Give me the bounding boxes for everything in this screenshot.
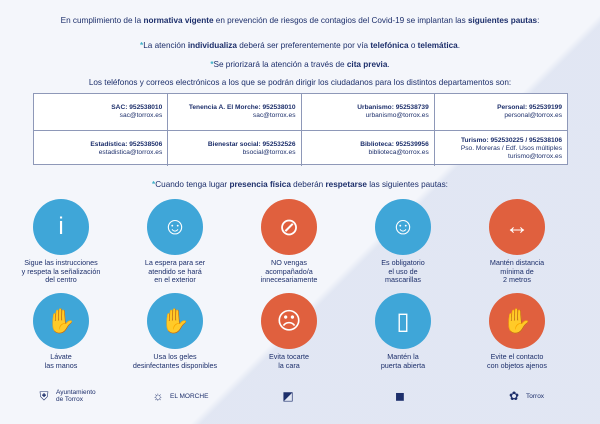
footer-logo-label: Ayuntamiento de Torrox	[56, 389, 96, 403]
contact-department: Personal: 952539199	[497, 104, 562, 111]
guideline-item	[234, 199, 344, 285]
footer-logo	[150, 388, 208, 404]
footer-logo-label: Torrox	[526, 392, 545, 400]
distance-icon: ↔	[489, 199, 545, 255]
guideline-caption: Mantén la puerta abierta	[380, 352, 426, 370]
guideline-caption: Evita tocarte la cara	[269, 352, 309, 370]
guideline-item	[462, 293, 572, 370]
guideline-caption: Usa los geles desinfectantes disponibles	[132, 352, 218, 370]
footer-logo	[506, 388, 544, 404]
guideline-caption: Evite el contacto con objetos ajenos	[487, 352, 547, 370]
guideline-item	[234, 293, 344, 370]
contact-cell	[301, 94, 434, 130]
footer-logo	[36, 388, 96, 404]
guideline-caption: NO vengas acompañado/a innecesariamente	[260, 258, 318, 285]
contact-department: Bienestar social: 952532526	[207, 140, 296, 148]
face-mask-icon: ☺	[375, 199, 431, 255]
guideline-appointment: *Se priorizará la atención a través de cita previa.	[210, 60, 390, 69]
contacts-row	[34, 130, 567, 166]
wash-hands-icon: ✋	[33, 293, 89, 349]
guideline-item	[6, 293, 116, 370]
waiting-people-icon: ☺	[147, 199, 203, 255]
department-logo-icon: ◩	[282, 389, 294, 403]
contact-email-link[interactable]: turismo@torrox.es	[508, 152, 562, 160]
guideline-item	[120, 293, 230, 370]
contact-email-link[interactable]: urbanismo@torrox.es	[365, 112, 429, 119]
contact-cell	[167, 94, 300, 130]
guideline-item	[462, 199, 572, 285]
no-touch-face-icon: ☹	[261, 293, 317, 349]
contact-cell	[34, 94, 167, 130]
guideline-caption: La espera para ser atendido se hará en el exterior	[144, 258, 206, 285]
contact-department: Estadística: 952538506	[90, 140, 163, 148]
contact-cell	[434, 131, 567, 166]
contact-department: SAC: 952538010	[111, 104, 163, 111]
contact-department: Biblioteca: 952539956	[360, 140, 429, 148]
guideline-individual: *La atención individualiza deberá ser preferentemente por vía telefónica o telemática.	[140, 41, 460, 50]
footer-logo	[280, 388, 296, 404]
torrox-tourism-icon: ✿	[508, 389, 520, 403]
contact-email-link[interactable]: sac@torrox.es	[252, 112, 296, 119]
guideline-item	[120, 199, 230, 285]
contact-cell	[167, 131, 300, 166]
intro-text: En cumplimiento de la normativa vigente en prevención de riesgos de contagios del Covid-19 se implantan las siguientes pautas:	[60, 16, 540, 25]
guideline-item	[348, 293, 458, 370]
contact-email-link[interactable]: estadistica@torrox.es	[98, 148, 163, 156]
contact-address: Pso. Moreras / Edf. Usos múltiples	[460, 144, 562, 152]
torrox-shield-icon: ⛨	[39, 388, 49, 403]
guideline-caption: Lávate las manos	[44, 352, 78, 370]
footer-logo	[392, 388, 408, 404]
contacts-row	[34, 94, 567, 130]
contact-cell	[301, 131, 434, 166]
contact-email-link[interactable]: bsocial@torrox.es	[242, 148, 296, 156]
contact-email-link[interactable]: biblioteca@torrox.es	[368, 148, 429, 156]
footer-logo-label: EL MORCHE	[170, 392, 209, 400]
el-morche-icon: ☼	[152, 389, 164, 403]
footer-logos	[0, 388, 600, 418]
contact-cell	[34, 131, 167, 166]
guideline-caption: Mantén distancia mínima de 2 metros	[489, 258, 545, 285]
guideline-in-person: *Cuando tenga lugar presencia física deberán respetarse las siguientes pautas:	[152, 180, 448, 189]
contact-department: Urbanismo: 952538739	[357, 104, 429, 111]
contact-cell	[434, 94, 567, 130]
guideline-item	[348, 199, 458, 285]
contact-department: Tenencia A. El Morche: 952538010	[188, 104, 296, 111]
contact-department: Turismo: 952530225 / 952538106	[460, 136, 562, 144]
no-companions-icon: ⊘	[261, 199, 317, 255]
guideline-caption: Sigue las instrucciones y respeta la señalización del centro	[21, 258, 101, 285]
contact-email-link[interactable]: personal@torrox.es	[504, 112, 562, 119]
open-door-icon: ▯	[375, 293, 431, 349]
no-objects-contact-icon: ✋	[489, 293, 545, 349]
guideline-caption: Es obligatorio el uso de mascarillas	[381, 258, 425, 285]
info-icon: i	[33, 199, 89, 255]
contact-email-link[interactable]: sac@torrox.es	[119, 112, 163, 119]
contacts-intro: Los teléfonos y correos electrónicos a los que se podrán dirigir los ciudadanos para los distintos departamentos son:	[88, 78, 512, 87]
guideline-item	[6, 199, 116, 285]
hand-sanitizer-icon: ✋	[147, 293, 203, 349]
contacts-table	[33, 93, 568, 165]
library-logo-icon: ◼	[395, 389, 405, 403]
